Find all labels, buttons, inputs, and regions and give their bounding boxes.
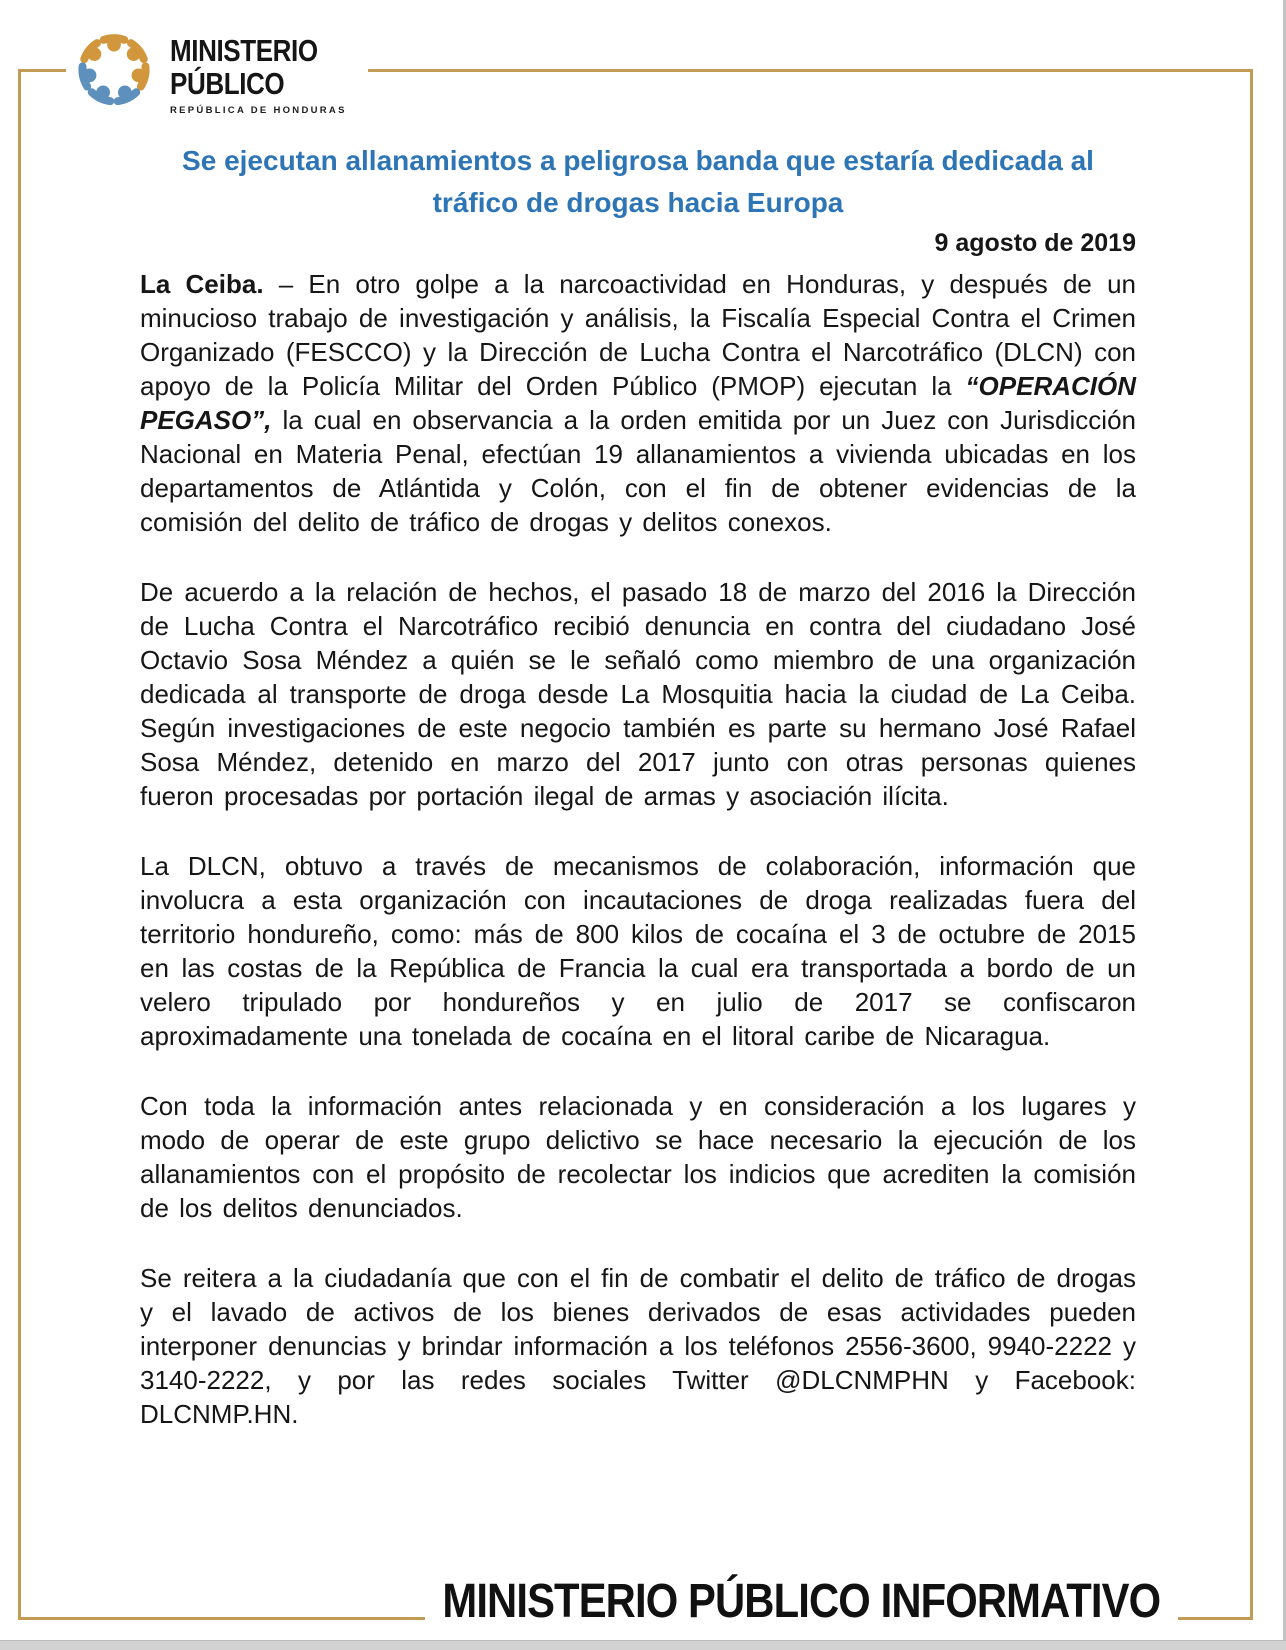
footer-banner: MINISTERIO PÚBLICO INFORMATIVO (425, 1576, 1178, 1628)
paragraph-1 (140, 267, 1136, 539)
paragraph-3: La DLCN, obtuvo a través de mecanismos de colaboración, información que involucra a esta organización con incautaciones de droga realizadas fuera del territorio hondureño, como: más de 800 kilos de cocaína el 3 de octubre de 2015 en las costas de la República de Francia la cual era transportada a bordo de un velero tripulado por hondureños y en julio de 2017 se confiscaron aproximadamente una tonelada de cocaína en el litoral caribe de Nicaragua. (140, 851, 1136, 1051)
paragraph-1-text-tail: la cual en observancia a la orden emitida por un Juez con Jurisdicción Nacional en Materia Penal, efectúan 19 allanamientos a vivienda ubicadas en los departamentos de Atlántida y Colón, con el fin de obtener evidencias de la comisión del delito de tráfico de drogas y delitos conexos. (140, 405, 1136, 537)
gold-border-bottom-right (1178, 1617, 1253, 1620)
paragraph-2: De acuerdo a la relación de hechos, el pasado 18 de marzo del 2016 la Dirección de Lucha Contra el Narcotráfico recibió denuncia en contra del ciudadano José Octavio Sosa Méndez a quién se le señaló como miembro de una organización dedicada al transporte de droga desde La Mosquitia hacia la ciudad de La Ceiba. Según investigaciones de este negocio también es parte su hermano José Rafael Sosa Méndez, detenido en marzo del 2017 junto con otras personas quienes fueron procesadas por portación ilegal de armas y asociación ilícita. (140, 577, 1136, 811)
paragraph-5: Se reitera a la ciudadanía que con el fin de combatir el delito de tráfico de drogas y el lavado de activos de los bienes derivados de esas actividades pueden interponer denuncias y brindar información a los teléfonos 2556-3600, 9940-2222 y 3140-2222, y por las redes sociales Twitter @DLCNMPHN y Facebook: DLCNMP.HN. (140, 1263, 1136, 1429)
logo-subtitle: REPÚBLICA DE HONDURAS (170, 105, 347, 116)
viewer-bottom-bar (0, 1640, 1286, 1650)
paragraph-1-text: – En otro golpe a la narcoactividad en Honduras, y después de un minucioso trabajo de investigación y análisis, la Fiscalía Especial Contra el Crimen Organizado (FESCCO) y la Dirección de Lucha Contra el Narcotráfico (DLCN) con apoyo de la Policía Militar del Orden Público (PMOP) ejecutan la (140, 269, 1136, 401)
logo-name-line1: MINISTERIO (170, 33, 318, 68)
article-date: 9 agosto de 2019 (934, 229, 1136, 257)
paragraph-4: Con toda la información antes relacionada y en consideración a los lugares y modo de operar de este grupo delictivo se hace necesario la ejecución de los allanamientos con el propósito de recolectar los indicios que acrediten la comisión de los delitos denunciados. (140, 1091, 1136, 1223)
gold-border-bottom-left (18, 1617, 426, 1620)
dateline: La Ceiba. (140, 269, 264, 299)
logo-name-line2: PÚBLICO (170, 66, 285, 101)
operation-name: “OPERACIÓN PEGASO”, (140, 371, 1136, 435)
article-title: Se ejecutan allanamientos a peligrosa banda que estaría dedicada al tráfico de drogas hacia Europa (182, 145, 1094, 218)
